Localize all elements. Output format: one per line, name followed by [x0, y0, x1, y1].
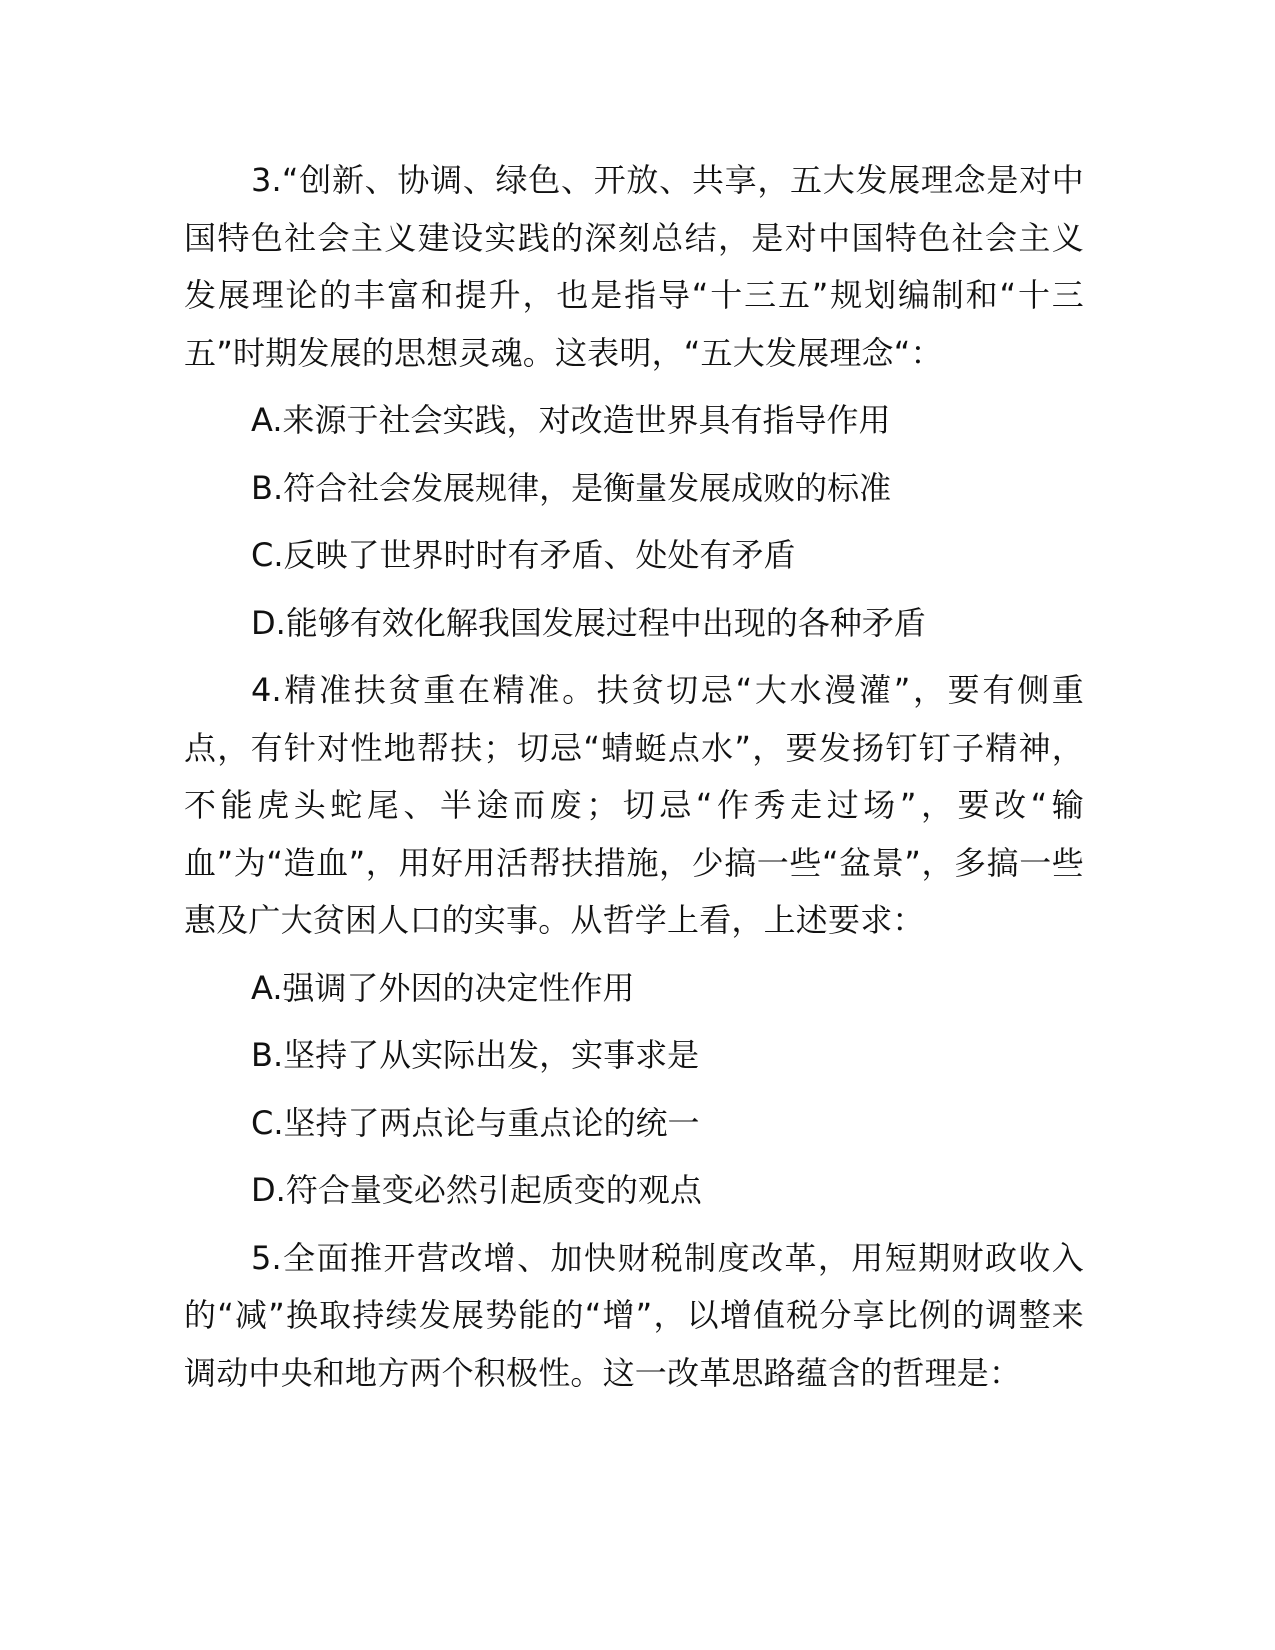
question-4: [184, 662, 1084, 1220]
document-body: [184, 152, 1084, 1412]
option-d: D.能够有效化解我国发展过程中出现的各种矛盾: [251, 603, 926, 642]
option-c: C.反映了世界时时有矛盾、处处有矛盾: [251, 536, 796, 574]
option-c: C.坚持了两点论与重点论的统一: [251, 1103, 700, 1142]
question-5: [184, 1230, 1084, 1403]
question-stem: 3.“创新、协调、绿色、开放、共享，五大发展理念是对中国特色社会主义建设实践的深刻总结，是对中国特色社会主义发展理论的丰富和提升，也是指导“十三五”规划编制和“十三五”时期发展的思想灵魂。这表明，“五大发展理念“：: [184, 161, 1084, 372]
option-d: D.符合量变必然引起质变的观点: [251, 1171, 702, 1209]
option-b: B.符合社会发展规律，是衡量发展成败的标准: [251, 468, 892, 507]
question-stem: 4.精准扶贫重在精准。扶贫切忌“大水漫灌”，要有侧重点，有针对性地帮扶；切忌“蜻蜓点水”，要发扬钉钉子精神，不能虎头蛇尾、半途而废；切忌“作秀走过场”，要改“输血”为“造血”，用好用活帮扶措施，少搞一些“盆景”，多搞一些惠及广大贫困人口的实事。从哲学上看，上述要求：: [184, 671, 1084, 939]
option-a: A.来源于社会实践，对改造世界具有指导作用: [251, 401, 891, 439]
option-b: B.坚持了从实际出发，实事求是: [251, 1036, 700, 1074]
question-3: [184, 152, 1084, 652]
question-stem: 5.全面推开营改增、加快财税制度改革，用短期财政收入的“减”换取持续发展势能的“增”，以增值税分享比例的调整来调动中央和地方两个积极性。这一改革思路蕴含的哲理是：: [184, 1238, 1084, 1392]
option-a: A.强调了外因的决定性作用: [251, 968, 635, 1007]
